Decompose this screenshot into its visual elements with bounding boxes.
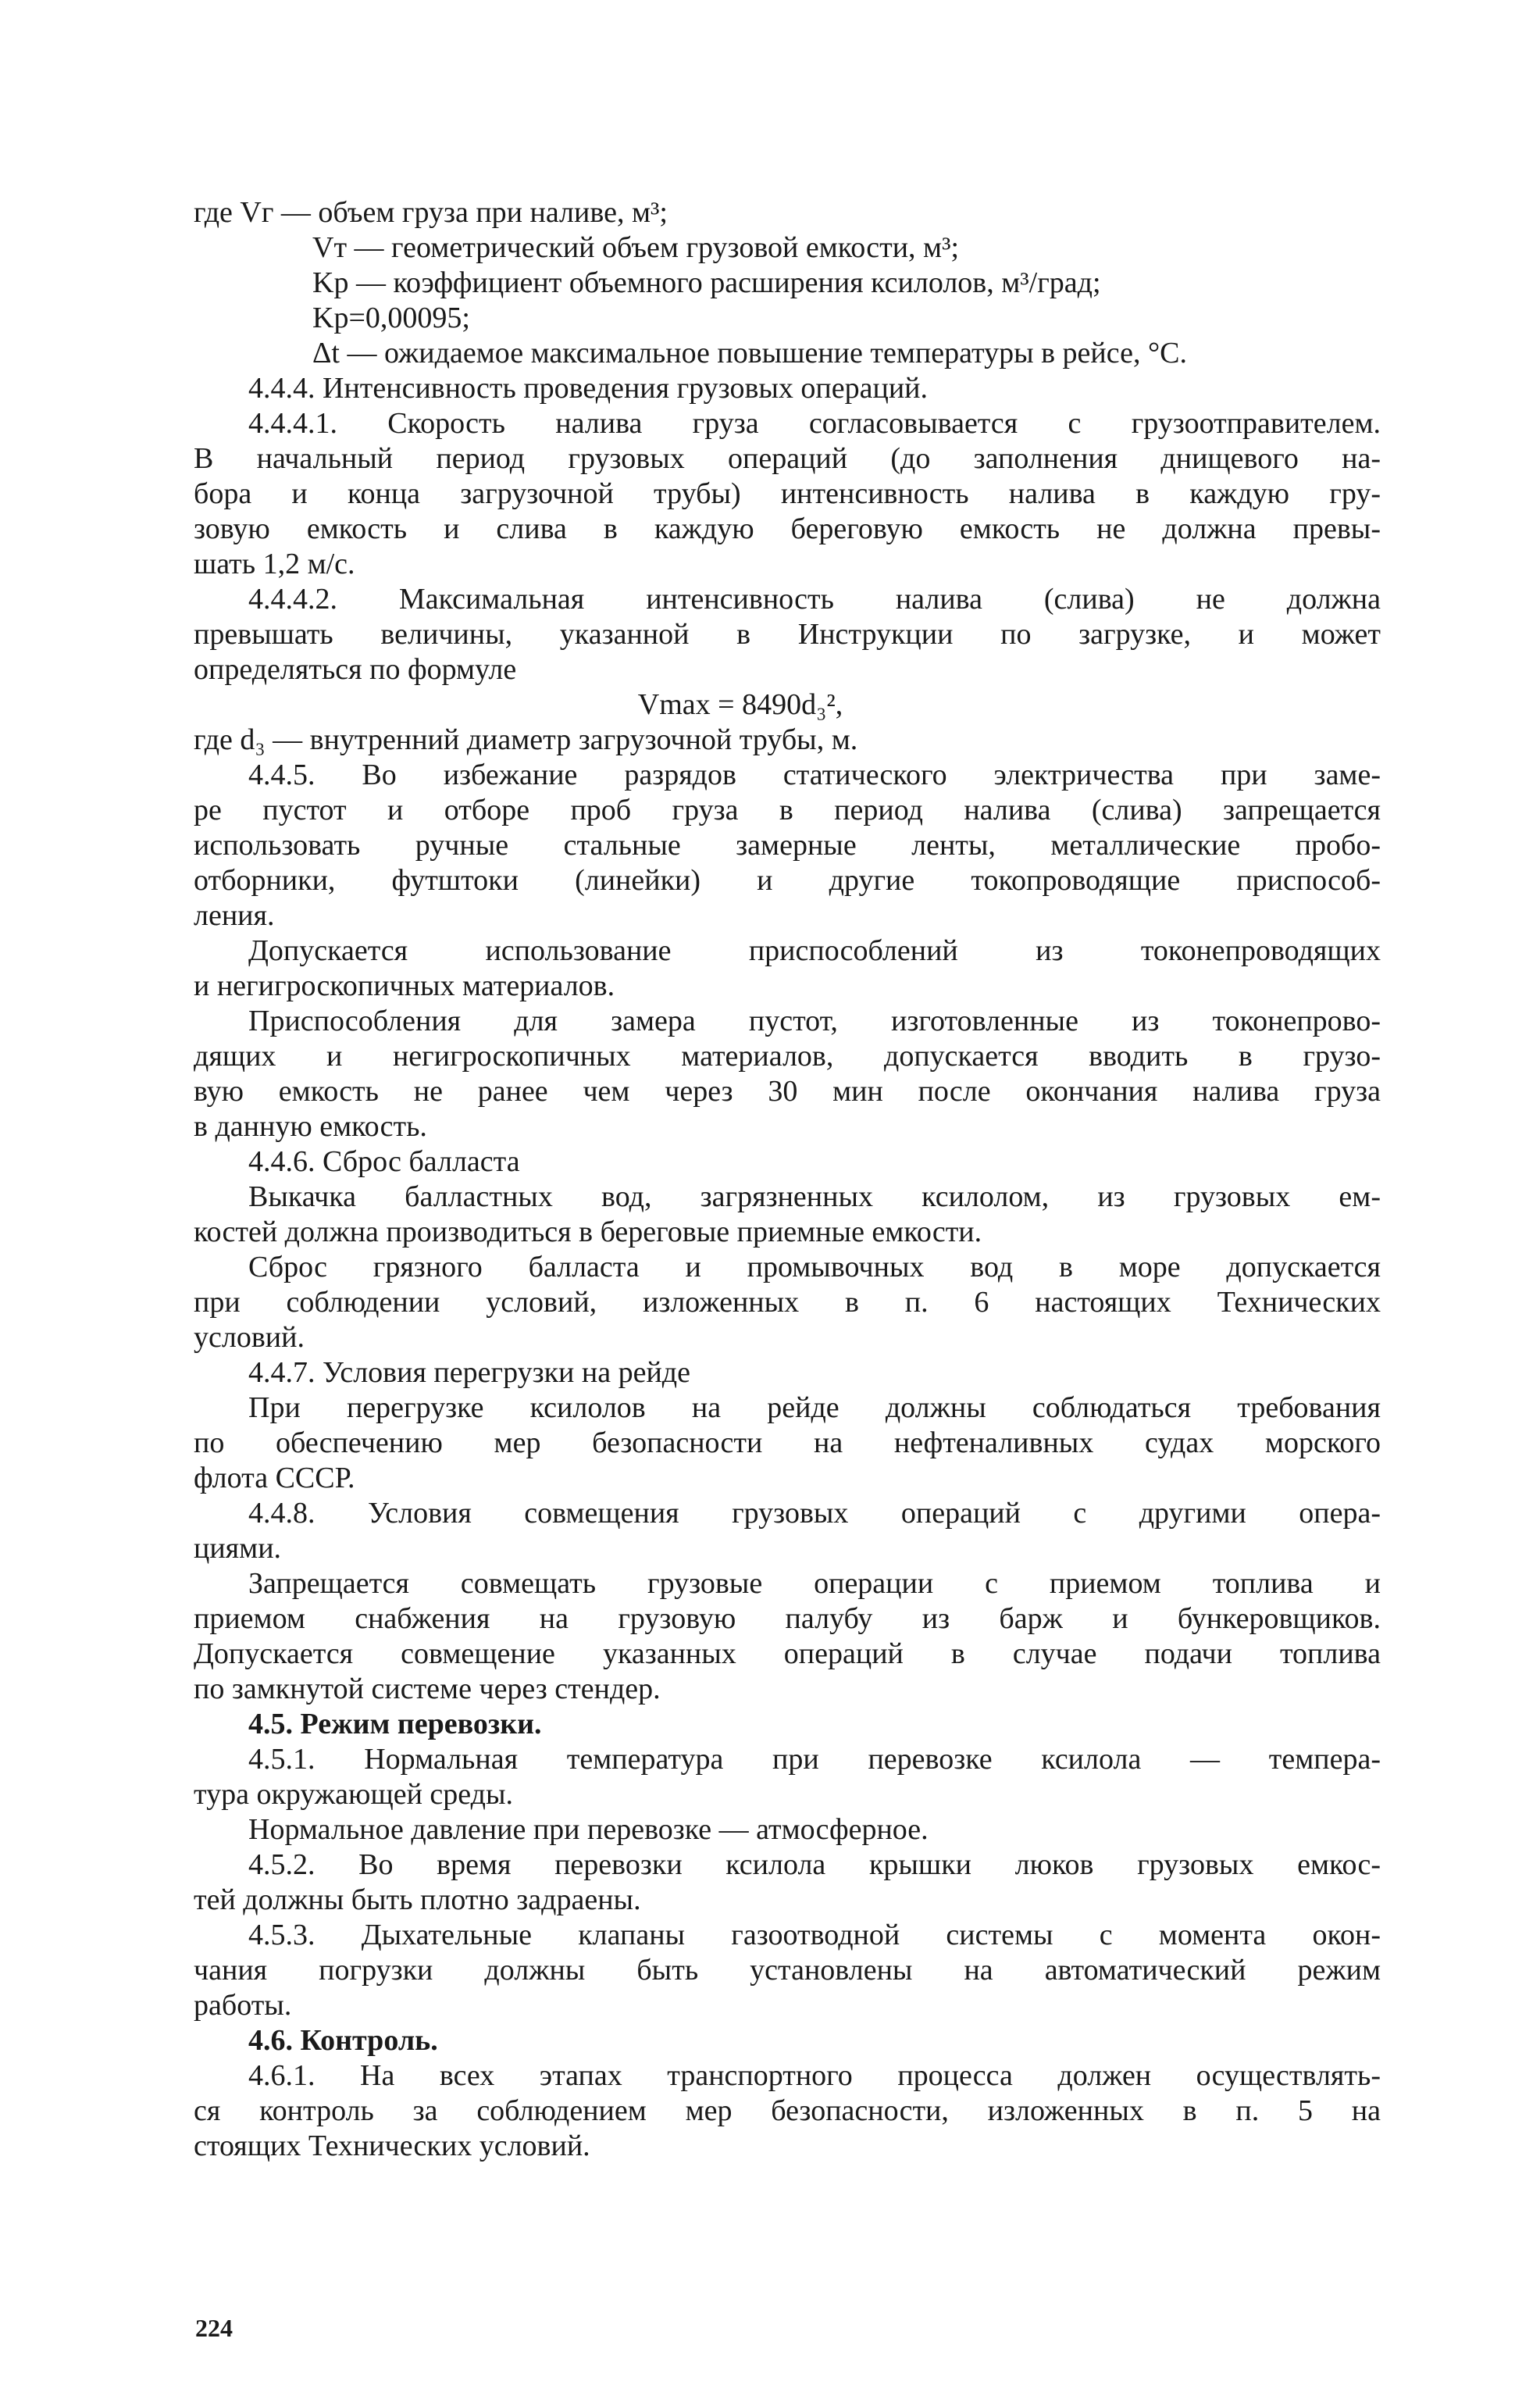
paragraph bbox=[194, 1390, 1381, 1496]
text-line: в данную емкость. bbox=[194, 1110, 427, 1143]
text-line: Приспособления для замера пустот, изготовленные из токонепрово- bbox=[248, 1005, 1381, 1037]
text-line: Выкачка балластных вод, загрязненных ксилолом, из грузовых ем- bbox=[248, 1180, 1381, 1213]
text-line: 4.4.4. Интенсивность проведения грузовых операций. bbox=[248, 372, 929, 405]
page-number: 224 bbox=[195, 2314, 233, 2342]
text-line: 4.4.5. Во избежание разрядов статического электричества при заме- bbox=[248, 759, 1381, 791]
definition-line bbox=[194, 195, 1381, 230]
text-line: 4.4.6. Сброс балласта bbox=[248, 1145, 520, 1178]
paragraph bbox=[194, 1918, 1381, 2023]
section-4-4-5-to-4-4-8 bbox=[194, 758, 1381, 1707]
text-line: 4.4.7. Условия перегрузки на рейде bbox=[248, 1356, 690, 1389]
text-line: условий. bbox=[194, 1321, 305, 1354]
text-line: 4.5.1. Нормальная температура при перевозке ксилола — темпера- bbox=[248, 1743, 1381, 1776]
definition-text: Δt — ожидаемое максимальное повышение температуры в рейсе, °С. bbox=[312, 337, 1187, 369]
text-line: дящих и негигроскопичных материалов, допускается вводить в грузо- bbox=[194, 1040, 1381, 1073]
paragraph bbox=[194, 1144, 1381, 1180]
text-line: Запрещается совмещать грузовые операции с приемом топлива и bbox=[248, 1567, 1381, 1600]
text-line: ся контроль за соблюдением мер безопасности, изложенных в п. 5 на bbox=[194, 2094, 1381, 2127]
paragraph bbox=[194, 1812, 1381, 1847]
text-line: 4.4.8. Условия совмещения грузовых операций с другими опера- bbox=[248, 1497, 1381, 1530]
definition-text: Kр=0,00095; bbox=[312, 302, 470, 334]
text-line: при соблюдении условий, изложенных в п. 6 настоящих Технических bbox=[194, 1286, 1381, 1319]
section-4-6 bbox=[194, 2058, 1381, 2164]
text-line: зовую емкость и слива в каждую береговую емкость не должна превы- bbox=[194, 512, 1381, 545]
text-line: работы. bbox=[194, 1989, 292, 2022]
definition-text: Kр — коэффициент объемного расширения ксилолов, м³/град; bbox=[312, 266, 1101, 299]
definition-text: Vг — объем груза при наливе, м³; bbox=[240, 196, 668, 229]
text-line: и негигроскопичных материалов. bbox=[194, 969, 615, 1002]
section-heading-4-5: 4.5. Режим перевозки. bbox=[248, 1708, 542, 1740]
paragraph bbox=[194, 582, 1381, 687]
paragraph bbox=[194, 1742, 1381, 1812]
paragraph bbox=[194, 934, 1381, 1004]
text-line: тура окружающей среды. bbox=[194, 1778, 514, 1811]
document-body bbox=[194, 195, 1381, 2164]
text-line: костей должна производиться в береговые приемные емкости. bbox=[194, 1216, 982, 1248]
text-line: бора и конца загрузочной трубы) интенсивность налива в каждую гру- bbox=[194, 477, 1381, 510]
text-line: При перегрузке ксилолов на рейде должны соблюдаться требования bbox=[248, 1391, 1381, 1424]
paragraph bbox=[194, 1250, 1381, 1355]
text-line: ре пустот и отборе проб груза в период налива (слива) запрещается bbox=[194, 794, 1381, 826]
text-line: определяться по формуле bbox=[194, 653, 517, 686]
text-line: 4.5.3. Дыхательные клапаны газоотводной системы с момента окон- bbox=[248, 1919, 1381, 1951]
text-line: Допускается совмещение указанных операций в случае подачи топлива bbox=[194, 1637, 1381, 1670]
text-line: по обеспечению мер безопасности на нефтеналивных судах морского bbox=[194, 1426, 1381, 1459]
paragraph bbox=[194, 1847, 1381, 1918]
text-line: ления. bbox=[194, 899, 275, 932]
paragraph bbox=[194, 1355, 1381, 1390]
text-line: Нормальное давление при перевозке — атмосферное. bbox=[248, 1813, 929, 1846]
text-line: вую емкость не ранее чем через 30 мин после окончания налива груза bbox=[194, 1075, 1381, 1108]
paragraph bbox=[194, 1566, 1381, 1707]
text-line: 4.6.1. На всех этапах транспортного процесса должен осуществлять- bbox=[248, 2059, 1381, 2092]
text-line: по замкнутой системе через стендер. bbox=[194, 1673, 661, 1705]
text-line: использовать ручные стальные замерные ленты, металлические пробо- bbox=[194, 829, 1381, 862]
text-line: 4.4.4.1. Скорость налива груза согласовывается с грузоотправителем. bbox=[248, 407, 1381, 440]
text-line: шать 1,2 м/с. bbox=[194, 548, 355, 580]
section-4-4-4 bbox=[194, 371, 1381, 687]
text-line: стоящих Технических условий. bbox=[194, 2129, 590, 2162]
text-line: тей должны быть плотно задраены. bbox=[194, 1883, 641, 1916]
text-line: превышать величины, указанной в Инструкции по загрузке, и может bbox=[194, 618, 1381, 651]
paragraph bbox=[194, 371, 1381, 406]
paragraph bbox=[194, 1496, 1381, 1566]
paragraph bbox=[194, 2058, 1381, 2164]
text-line: В начальный период грузовых операций (до заполнения днищевого на- bbox=[194, 442, 1381, 475]
paragraph bbox=[194, 758, 1381, 934]
formula-note: где d₃ — внутренний диаметр загрузочной трубы, м. bbox=[194, 723, 858, 756]
text-line: Сброс грязного балласта и промывочных вод в море допускается bbox=[248, 1251, 1381, 1283]
text-line: отборники, футштоки (линейки) и другие токопроводящие приспособ- bbox=[194, 864, 1381, 897]
text-line: приемом снабжения на грузовую палубу из барж и бункеровщиков. bbox=[194, 1602, 1381, 1635]
section-4-5 bbox=[194, 1742, 1381, 2023]
definition-line bbox=[194, 230, 1381, 266]
definition-text: Vт — геометрический объем грузовой емкости, м³; bbox=[312, 231, 960, 264]
definition-line bbox=[194, 301, 1381, 336]
formula: Vmax = 8490d₃², bbox=[637, 688, 843, 721]
text-line: циями. bbox=[194, 1532, 282, 1565]
paragraph bbox=[194, 406, 1381, 582]
section-heading-4-6: 4.6. Контроль. bbox=[248, 2024, 438, 2057]
text-line: флота СССР. bbox=[194, 1462, 355, 1494]
text-line: чания погрузки должны быть установлены на автоматический режим bbox=[194, 1954, 1381, 1987]
variable-definitions bbox=[194, 195, 1381, 371]
paragraph bbox=[194, 1004, 1381, 1144]
text-line: 4.5.2. Во время перевозки ксилола крышки люков грузовых емкос- bbox=[248, 1848, 1381, 1881]
definition-line bbox=[194, 336, 1381, 371]
definition-lead: где bbox=[194, 196, 241, 229]
definition-line bbox=[194, 266, 1381, 301]
paragraph bbox=[194, 1180, 1381, 1250]
text-line: 4.4.4.2. Максимальная интенсивность налива (слива) не должна bbox=[248, 583, 1381, 616]
text-line: Допускается использование приспособлений из токонепроводящих bbox=[248, 934, 1381, 967]
